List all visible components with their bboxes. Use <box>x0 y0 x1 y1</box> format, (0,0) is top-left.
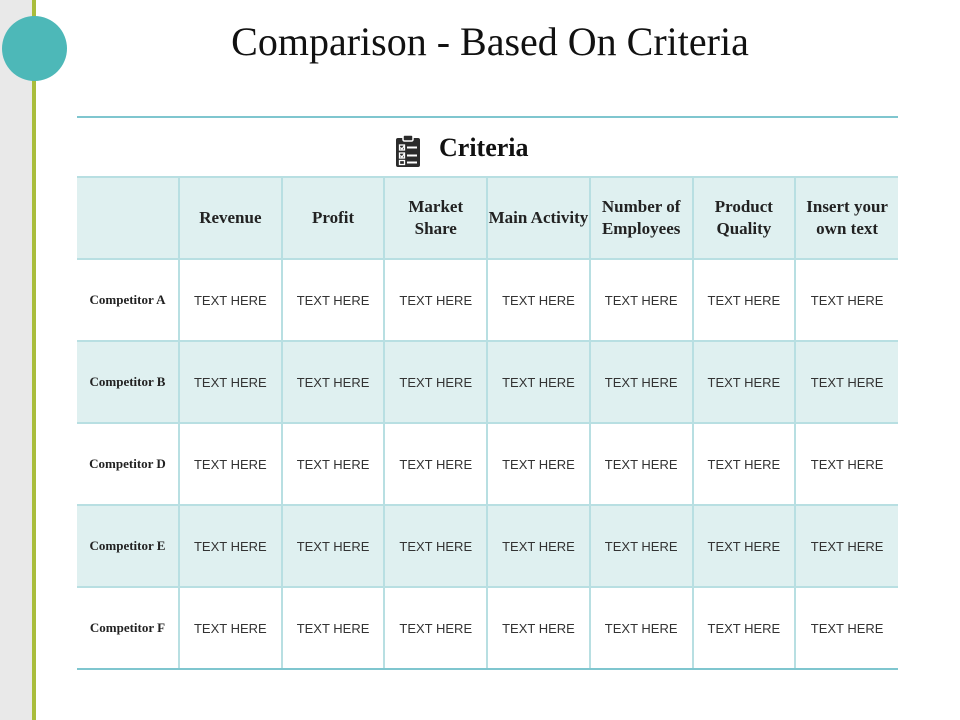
table-row <box>77 505 898 587</box>
table-cell: TEXT HERE <box>590 423 693 505</box>
table-cell: TEXT HERE <box>384 505 487 587</box>
table-cell: TEXT HERE <box>693 423 796 505</box>
slide-title: Comparison - Based On Criteria <box>231 19 749 64</box>
table-cell: TEXT HERE <box>179 505 282 587</box>
side-strip <box>0 0 32 720</box>
table-cell: TEXT HERE <box>487 341 590 423</box>
table-header-cell: Market Share <box>384 177 487 259</box>
table-cell: TEXT HERE <box>384 423 487 505</box>
table-cell: TEXT HERE <box>179 341 282 423</box>
table-cell: TEXT HERE <box>487 587 590 669</box>
table-cell: TEXT HERE <box>590 259 693 341</box>
row-label: Competitor F <box>77 587 179 669</box>
table-cell: TEXT HERE <box>795 423 898 505</box>
table-cell: TEXT HERE <box>487 259 590 341</box>
table-cell: TEXT HERE <box>282 259 385 341</box>
table-row <box>77 587 898 669</box>
table-header-cell: Product Quality <box>693 177 796 259</box>
table-header-cell: Main Activity <box>487 177 590 259</box>
table-cell: TEXT HERE <box>795 259 898 341</box>
table-cell: TEXT HERE <box>179 587 282 669</box>
row-label: Competitor D <box>77 423 179 505</box>
table-row <box>77 423 898 505</box>
table-cell: TEXT HERE <box>179 423 282 505</box>
comparison-table <box>77 176 898 670</box>
criteria-header <box>77 118 898 176</box>
clipboard-checklist-icon <box>395 134 421 168</box>
table-cell: TEXT HERE <box>282 587 385 669</box>
table-cell: TEXT HERE <box>384 341 487 423</box>
table-cell: TEXT HERE <box>282 505 385 587</box>
table-header-cell: Profit <box>282 177 385 259</box>
table-cell: TEXT HERE <box>487 505 590 587</box>
row-label: Competitor E <box>77 505 179 587</box>
table-header-cell: Number of Employees <box>590 177 693 259</box>
table-cell: TEXT HERE <box>693 505 796 587</box>
table-cell: TEXT HERE <box>282 423 385 505</box>
table-header-cell: Revenue <box>179 177 282 259</box>
table-cell: TEXT HERE <box>590 587 693 669</box>
table-cell: TEXT HERE <box>384 259 487 341</box>
table-cell: TEXT HERE <box>693 587 796 669</box>
table-cell: TEXT HERE <box>795 587 898 669</box>
row-label: Competitor A <box>77 259 179 341</box>
table-row <box>77 341 898 423</box>
table-header-row <box>77 177 898 259</box>
table-cell: TEXT HERE <box>795 341 898 423</box>
table-header-cell: Insert your own text <box>795 177 898 259</box>
table-cell: TEXT HERE <box>179 259 282 341</box>
table-cell: TEXT HERE <box>590 505 693 587</box>
table-cell: TEXT HERE <box>693 259 796 341</box>
table-cell: TEXT HERE <box>590 341 693 423</box>
table-header-cell <box>77 177 179 259</box>
table-cell: TEXT HERE <box>282 341 385 423</box>
comparison-table-container <box>77 116 898 670</box>
row-label: Competitor B <box>77 341 179 423</box>
table-row <box>77 259 898 341</box>
table-cell: TEXT HERE <box>795 505 898 587</box>
table-cell: TEXT HERE <box>487 423 590 505</box>
criteria-label: Criteria <box>439 133 529 162</box>
side-accent-line <box>32 0 36 720</box>
table-cell: TEXT HERE <box>384 587 487 669</box>
table-cell: TEXT HERE <box>693 341 796 423</box>
